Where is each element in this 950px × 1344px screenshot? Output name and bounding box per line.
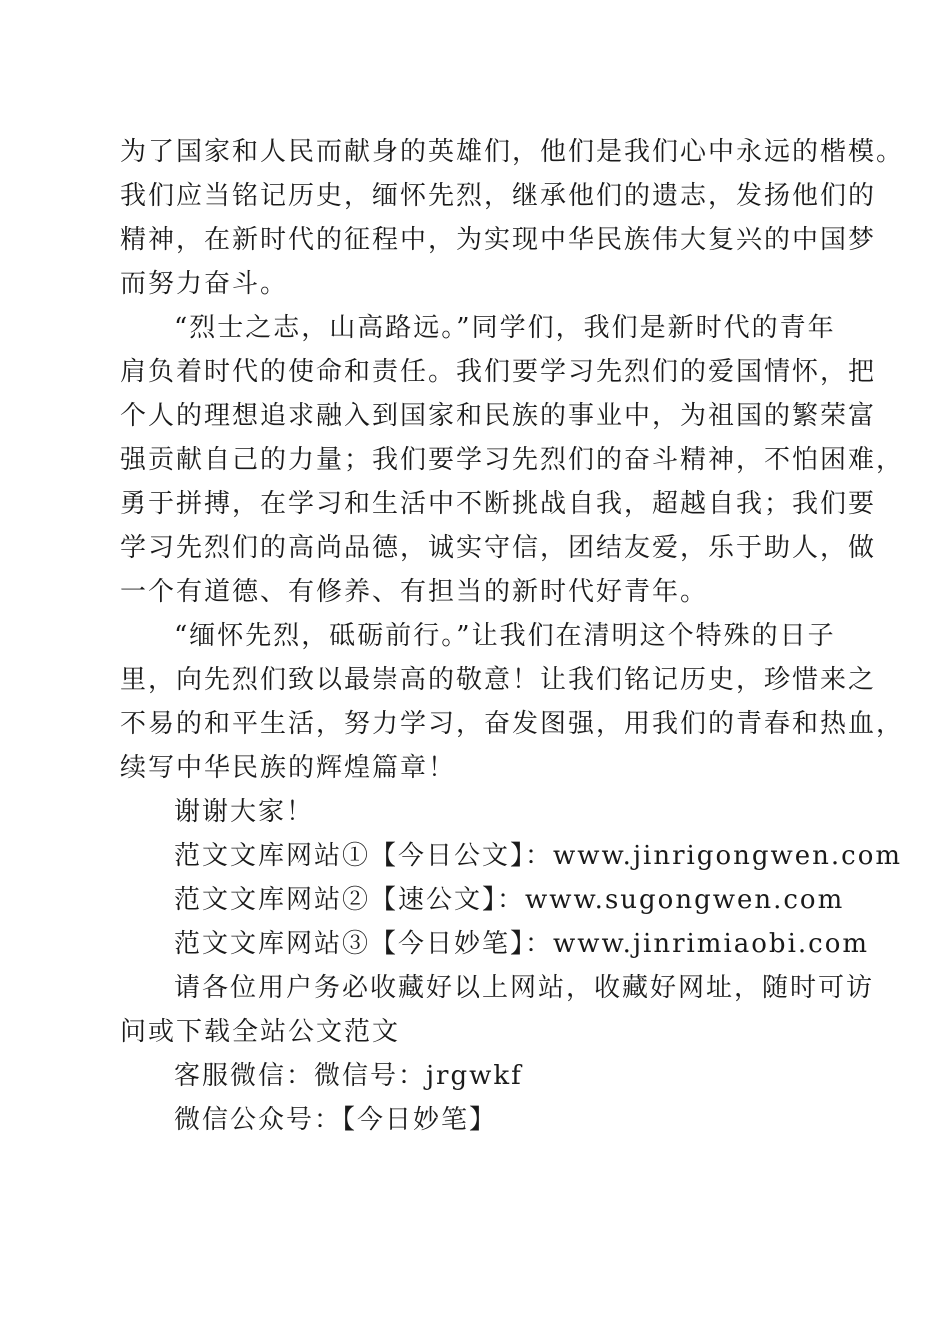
text-line: “烈士之志，山高路远。”同学们，我们是新时代的青年 [174,313,836,343]
paragraph-3 [120,614,905,790]
text-line: 续写中华民族的辉煌篇章！ [120,753,457,783]
wechat-official [120,1098,845,1142]
wechat-official-text: 微信公众号：【今日妙笔】 [174,1105,498,1135]
text-line: 问或下载全站公文范文 [120,1017,401,1047]
site-link-1 [120,834,903,878]
text-line: 一个有道德、有修养、有担当的新时代好青年。 [120,577,709,607]
text-line: 肩负着时代的使命和责任。我们要学习先烈们的爱国情怀，把 [120,357,877,387]
text-line: 请各位用户务必收藏好以上网站，收藏好网址，随时可访 [174,973,875,1003]
text-line: 我们应当铭记历史，缅怀先烈，继承他们的遗志，发扬他们的 [120,181,877,211]
site-link-2 [120,878,845,922]
thanks-text: 谢谢大家！ [174,797,315,827]
site-link-1-text: 范文文库网站①【今日公文】：www.jinrigongwen.com [174,841,903,871]
text-line: 强贡献自己的力量；我们要学习先烈们的奋斗精神，不怕困难， [120,445,905,475]
wechat-service-text: 客服微信：微信号：jrgwkf [174,1061,523,1091]
text-line: 学习先烈们的高尚品德，诚实守信，团结友爱，乐于助人，做 [120,533,877,563]
text-line: 为了国家和人民而献身的英雄们，他们是我们心中永远的楷模。 [120,137,905,167]
text-line: 勇于拼搏，在学习和生活中不断挑战自我，超越自我；我们要 [120,489,877,519]
paragraph-2 [120,306,905,614]
text-line: 个人的理想追求融入到国家和民族的事业中，为祖国的繁荣富 [120,401,877,431]
site-link-3 [120,922,870,966]
notice-paragraph [120,966,875,1054]
thanks-line [120,790,845,834]
wechat-service [120,1054,845,1098]
text-line: “缅怀先烈，砥砺前行。”让我们在清明这个特殊的日子 [174,621,836,651]
text-line: 里，向先烈们致以最崇高的敬意！让我们铭记历史，珍惜来之 [120,665,877,695]
document-body [120,130,905,1142]
site-link-3-text: 范文文库网站③【今日妙笔】：www.jinrimiaobi.com [174,929,870,959]
text-line: 不易的和平生活，努力学习，奋发图强，用我们的青春和热血， [120,709,905,739]
text-line: 而努力奋斗。 [120,269,289,299]
text-line: 精神，在新时代的征程中，为实现中华民族伟大复兴的中国梦 [120,225,877,255]
site-link-2-text: 范文文库网站②【速公文】：www.sugongwen.com [174,885,845,915]
paragraph-1 [120,130,905,306]
